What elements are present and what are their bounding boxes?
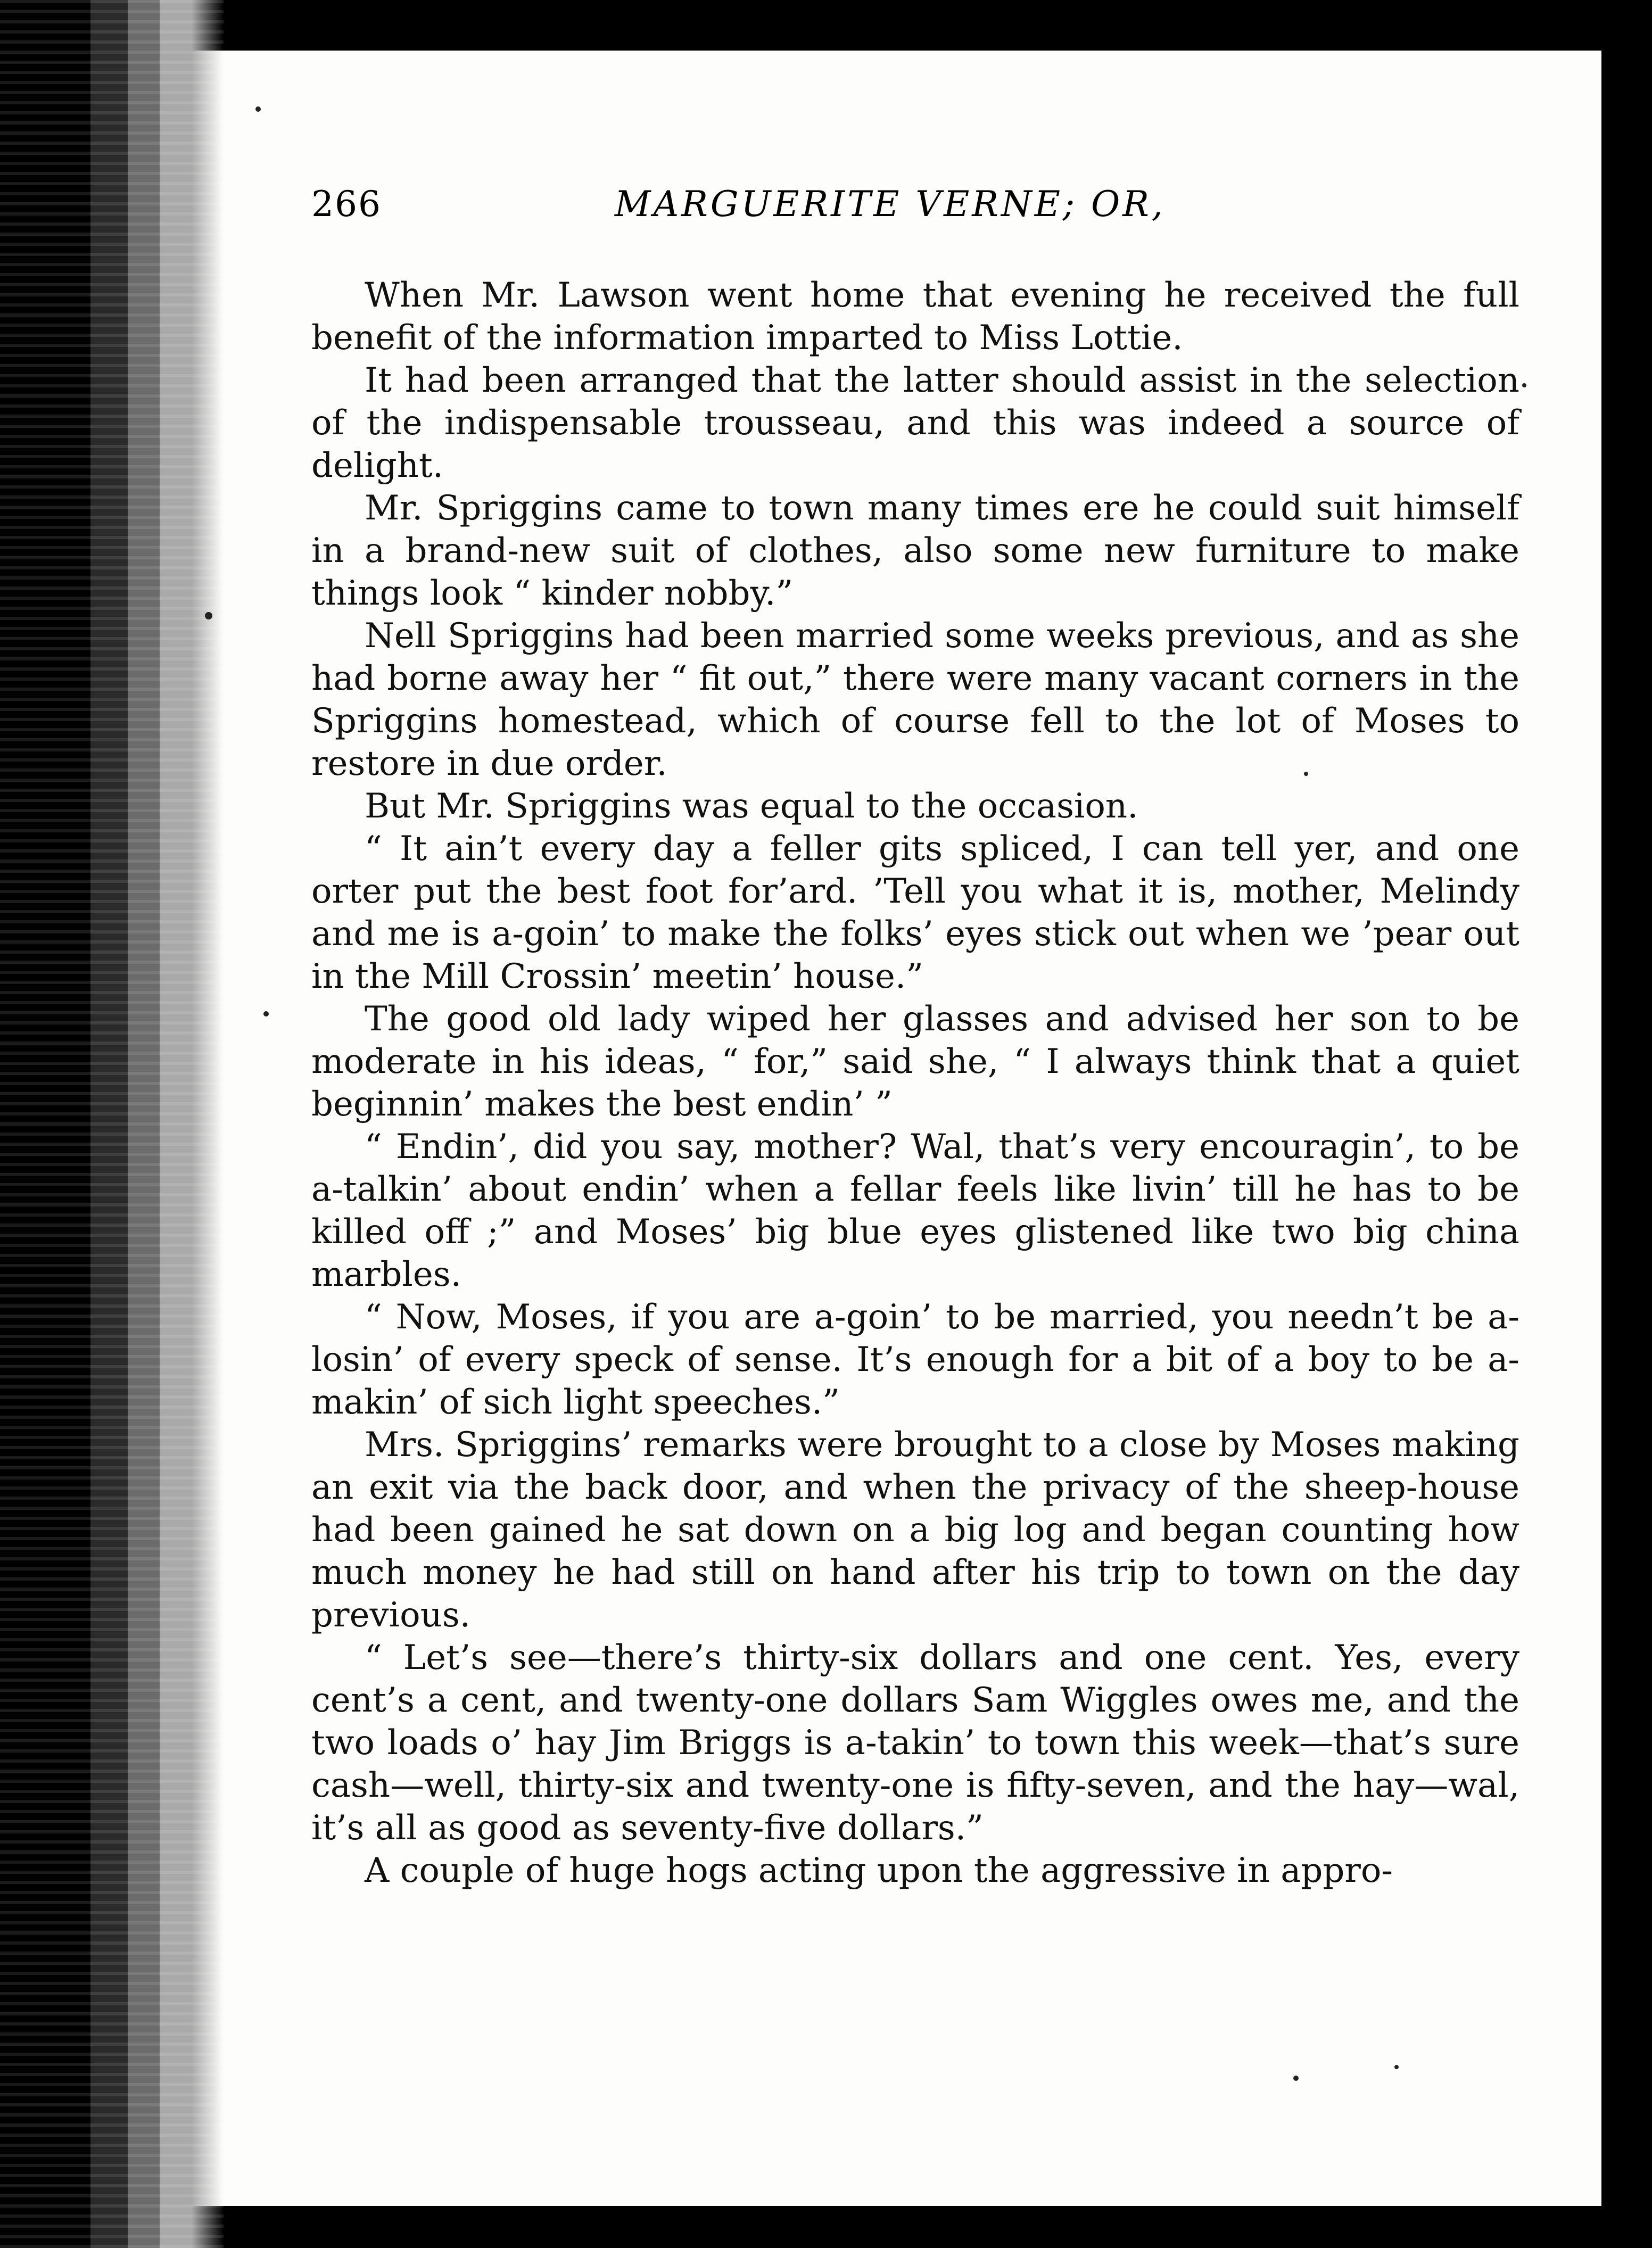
paragraph: A couple of huge hogs acting upon the aggressive in appro- xyxy=(365,1851,1393,1890)
paragraph: “ It ain’t every day a feller gits spliced, I can tell yer, and one orter put the best foot for’ard. ’Tell you what it is, mother, Melindy and me is a-goin’ to make the folks’ eyes stick out when we ’pear out in the Mill Crossin’ meetin’ house.” xyxy=(311,829,1519,996)
speck xyxy=(255,106,261,112)
speck xyxy=(205,612,212,619)
paragraph: Nell Spriggins had been married some weeks previous, and as she had borne away her “ fit out,” there were many vacant corners in the Spriggins homestead, which of course fell to the lot of Moses to restore in due order. xyxy=(311,616,1519,783)
speck xyxy=(1394,2065,1399,2069)
paragraph: The good old lady wiped her glasses and advised her son to be moderate in his ideas, “ for,” said she, “ I always think that a quiet beginnin’ makes the best endin’ ” xyxy=(311,999,1519,1124)
paragraph: “ Now, Moses, if you are a-goin’ to be married, you needn’t be a-losin’ of every speck of sense. It’s enough for a bit of a boy to be a-makin’ of sich light speeches.” xyxy=(311,1297,1519,1422)
paragraph: Mr. Spriggins came to town many times ere he could suit himself in a brand-new suit of clothes, also some new furniture to make things look “ kinder nobby.” xyxy=(311,489,1519,613)
paragraph: “ Let’s see—there’s thirty-six dollars and one cent. Yes, every cent’s a cent, and twenty-one dollars Sam Wiggles owes me, and the two loads o’ hay Jim Briggs is a-takin’ to town this week—that’s sure cash—well, thirty-six and twenty-one is fifty-seven, and the hay—wal, it’s all as good as seventy-five dollars.” xyxy=(311,1638,1519,1848)
speck xyxy=(1304,772,1308,776)
page-number: 266 xyxy=(311,184,382,225)
body-text xyxy=(311,274,1519,1892)
running-head xyxy=(311,184,1519,233)
paragraph: It had been arranged that the latter should assist in the selection of the indispensable trousseau, and this was indeed a source of delight. xyxy=(311,361,1519,485)
book-page xyxy=(176,51,1613,2206)
speck xyxy=(1522,383,1526,387)
speck xyxy=(263,1011,269,1016)
paragraph: But Mr. Spriggins was equal to the occasion. xyxy=(365,787,1138,826)
binding-edge-shadow xyxy=(0,0,224,2248)
page-content xyxy=(311,184,1519,1892)
running-title: MARGUERITE VERNE; OR, xyxy=(615,184,1166,225)
paragraph: Mrs. Spriggins’ remarks were brought to a close by Moses making an exit via the back door, and when the privacy of the sheep-house had been gained he sat down on a big log and began counting how much money he had still on hand after his trip to town on the day previous. xyxy=(311,1425,1519,1635)
paragraph: “ Endin’, did you say, mother? Wal, that’s very encouragin’, to be a-talkin’ about endin’ when a fellar feels like livin’ till he has to be killed off ;” and Moses’ big blue eyes glistened like two big china marbles. xyxy=(311,1127,1519,1294)
speck xyxy=(1293,2076,1299,2081)
right-scan-edge xyxy=(1601,0,1652,2248)
paragraph: When Mr. Lawson went home that evening he received the full benefit of the information imparted to Miss Lottie. xyxy=(311,276,1519,358)
